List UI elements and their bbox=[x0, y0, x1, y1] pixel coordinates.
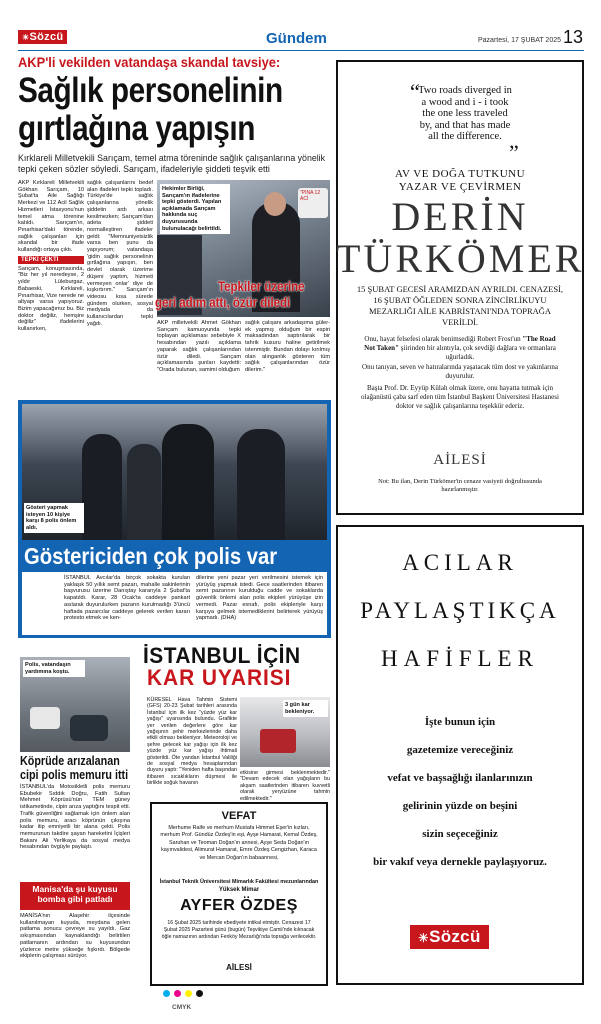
ad-text-2: gazetemize vereceğiniz bbox=[406, 744, 514, 756]
obituary-death: 15 ŞUBAT GECESİ ARAMIZDAN AYRILDI. CENAZESİ, 16 ŞUBAT ÖĞLEDEN SONRA ZİNCİRLİKUYU MEZARLIĞI AİLE KABRİSTANI'NDA TOPRAĞA VERİLDİ. bbox=[356, 284, 564, 327]
lead-column-4: sağlık çalışanı arkadaşıma gülerek yapmış olduğum bir espiri maksadından saptırılarak bir tahrik kusuru haline getirilmek istenmiştir. Bundan dolayı kırılmış olan alınganlık gösteren tüm sağlık çalışanlarından özür dilerim." bbox=[245, 320, 330, 373]
police-officer-1 bbox=[82, 434, 122, 540]
ad-text-3: vefat ve başsağlığı ilanlarınızın bbox=[387, 772, 533, 784]
vefat-job: Yüksek Mimar bbox=[218, 887, 260, 893]
police-motorcycle bbox=[70, 715, 108, 741]
p1-a: Onu, hayat felsefesi olarak benimsediği Robert Frost'un bbox=[364, 335, 521, 343]
protest-column-2: dilerine yeni pazar yeri verilmesini istemek için yürüyüş yapmak istedi. Gece saatlerinden itibaren semt pazarının kurulduğu cadde ve sokaklarda güvenlik önlemi alan polis ekipleri yürüyüşe izin vermedi. Pazar esnafı, polis ekipleriyle karşı karşıya gelmek istemediklerini belirterek yürüyüş yapmadı. (DHA) bbox=[196, 575, 323, 622]
police-officer-3 bbox=[237, 429, 285, 540]
cyan-dot bbox=[163, 990, 170, 997]
police-body: İSTANBUL'da Motosikletli polis memuru Ebubekir Sıddık Doğru, Fatih Sultan Mehmet Köprüsü'nün TEM güney istikametinde, cipin arıza yaptığını tespit etti. Trafik güvenliğini sağlamak için önlem alan polis memuru, aracı köprünün çıkışına kadar itip emniyetli bir alana çekti. Polis memurunun takdire şayan hareketini İçişleri Bakanı Ali Yerlikaya da sosyal medya hesabından övgüyle paylaştı. bbox=[20, 784, 130, 851]
vefat-name: AYFER ÖZDEŞ bbox=[180, 897, 298, 914]
lead-subhead: TEPKİ ÇEKTİ bbox=[18, 256, 84, 264]
obituary-name-1: DERİN bbox=[391, 194, 529, 239]
protest-banner: Göstericiden çok polis var bbox=[24, 543, 278, 569]
cmyk-label: CMYK bbox=[172, 1004, 192, 1011]
protest-photo-caption: Gösteri yapmak isteyen 10 kişiye karşı 8 polis önlem aldı. bbox=[24, 503, 84, 533]
police-headline: Köprüde arızalanan cipi polis memuru itti bbox=[20, 754, 129, 782]
p1-c: şiirinden bir alıntıyla, çok sevdiği dağlara ve ormanlara uğurladık. bbox=[400, 344, 556, 361]
ad-line-1: ACILAR bbox=[402, 550, 518, 575]
poem-title: "The Road Not Taken" bbox=[364, 335, 556, 352]
open-quote-icon: “ bbox=[410, 79, 420, 104]
lead-column-3: AKP milletvekili Ahmet Gökhan Sarıçam kamuoyunda tepki toplayan açıklaması sebebiyle X hesabından yazılı açıklama yaparak sağlık çalışanlarından özür diledi. Sarıçam açıklamasında şunları kaydetti: "Orada bulunan, samimi olduğum bbox=[157, 320, 241, 373]
obituary-note: Not: Bu ilan, Derin Türkömer'in cenaze vasiyeti doğrultusunda hazırlanmıştır. bbox=[378, 478, 542, 493]
ad-text-5: sizin seçeceğiniz bbox=[422, 828, 498, 840]
close-quote-icon: ” bbox=[509, 140, 519, 165]
obituary-name-2: TÜRKÖMER bbox=[336, 236, 585, 281]
obituary-paragraph-3: Başta Prof. Dr. Eyyüp Külah olmak üzere, onu hayatta tutmak için olağanüstü çaba sarf eden tüm İstanbul Başkent Üniversitesi Hastanesi doktor ve sağlık çalışanlarına teşekkür ederiz. bbox=[361, 384, 559, 410]
lead-column-1: AKP Kırklareli Milletvekili Gökhan Sarıçam, 10 Şubat'ta Aile Sağlığı Merkezi ve 112 Acil Sağlık Hizmetleri İstasyonu'nun temel atma törenine katıldı. Sarıçam'ın, Pınarhisar'daki törende, sağlık çalışanları için skandal bir ifade kullandığı ortaya çıktı. TEPKİ ÇEKTİ Sarıçam, konuşmasında, "Biz her yıl neredeyse, 2 yıldır Lüleburgaz, Babaeski, Kırklareli, Pınarhisar, Vize nerede ne altyapı varsa yapıyoruz. Bizim yapacağımız bu. Biz doktor değiliz, hemşire değiliz" ifadelerini kullanırken, bbox=[18, 180, 84, 333]
snow-body-2: etkisine girmesi beklenmektedir." "Devam edecek olan yağışların bu akşam saatlerinden itibaren kuvvetli olarak yeryüzüne tahmin edilmektedir." bbox=[240, 770, 330, 802]
snow-headline-1: İSTANBUL İÇİN bbox=[143, 643, 301, 668]
yellow-dot bbox=[185, 990, 192, 997]
section-title: Gündem bbox=[266, 30, 327, 47]
black-dot bbox=[196, 990, 203, 997]
vefat-school: İstanbul Teknik Üniversitesi Mimarlık Fakültesi mezunlarından bbox=[159, 879, 319, 885]
ad-text-6: bir vakıf veya dernekle paylaşıyoruz. bbox=[373, 856, 547, 868]
vefat-details: 16 Şubat 2025 tarihinde ebediyete intikal etmiştir. Cenazesi 17 Şubat 2025 Pazartesi günü (bugün) Teşvikiye Camii'nde kılınacak öğle namazının ardından Feriköy Mezarlığı'nda toprağa verilecektir. bbox=[161, 920, 317, 940]
snow-body-1: KÜRESEL Hava Tahmin Sistemi (GFS) 20-23 Şubat tarihleri arasında İstanbul için ilk kez "yüzde yüz kar yağışı" uyarısında bulundu. Grafikte yer verilen değerlere göre kar yağışının şehir merkezlerinde daha etkili olması bekleniyor. Meteoroloji ve şehre gelecek kar yağışı için ilk kez yüzde yüz kar yağışı ihtimali gösterildi. Öte yandan İstanbul Valiliği de sosyal medya hesaplarından duyuru yaptı: "Yeniden hafta başından itibaren sıcaklıkların düşmesi ile birlikte soğuk havanın bbox=[147, 697, 237, 787]
ad-logo[interactable]: ☀Sözcü bbox=[410, 925, 489, 949]
police-photo-caption: Polis, vatandaşın yardımına koştu. bbox=[23, 660, 85, 677]
jeep bbox=[30, 707, 60, 729]
page-number: 13 bbox=[563, 27, 584, 47]
lead-overlay-1: Tepkiler üzerine bbox=[218, 278, 305, 294]
lead-kicker: AKP'li vekilden vatandaşa skandal tavsiye: bbox=[18, 54, 281, 70]
photo-sign: "PINA 12 ACİ bbox=[298, 188, 328, 218]
police-officer-4 bbox=[127, 444, 161, 540]
ad-line-2: PAYLAŞTIKÇA bbox=[360, 598, 560, 623]
magenta-dot bbox=[174, 990, 181, 997]
snow-photo-caption: 3 gün kar bekleniyor. bbox=[283, 700, 328, 717]
obituary-paragraph-1 bbox=[360, 335, 560, 362]
brand-logo[interactable]: ☀Sözcü bbox=[18, 30, 67, 44]
protest-column-1: İSTANBUL Avcılar'da birçok sokakta kurulan yaklaşık 50 yıllık semt pazarı, mahalle sakinlerinin başvurusu üzerine Danıştay kararıyla 2 Şubat'ta kapatıldı. Karar, 28 Ocak'ta caddeye pankart asılarak duyurulurken pazarın kurulmadığı 3'üncü haftada pazarcılar caddeye gelerek verilen kararı protesto etmek ve ken- bbox=[64, 575, 190, 622]
manisa-headline: Manisa'da şu kuyusu bomba gibi patladı bbox=[32, 884, 118, 904]
ad-line-3: HAFİFLER bbox=[381, 646, 539, 671]
vefat-sign: AİLESİ bbox=[226, 963, 252, 972]
vefat-title: VEFAT bbox=[221, 810, 257, 822]
lead-deck: Kırklareli Milletvekili Sarıçam, temel atma töreninde sağlık çalışanlarına yönelik tepki çeken sözler söyledi. Sarıçam, ifadeleriyle şiddeti teşvik etti bbox=[18, 153, 326, 174]
tram bbox=[260, 729, 296, 753]
header-rule bbox=[18, 50, 584, 51]
lead-headline-2: gırtlağına yapışın bbox=[18, 109, 256, 148]
lead-photo-caption: Hekimler Birliği, Sarıçam'ın ifadelerine tepki gösterdi. Yapılan açıklamada Sarıçam hakkında suç duyurusunda bulunulacağı belirtildi. bbox=[160, 184, 230, 234]
obituary-paragraph-2: Onu tanıyan, seven ve hatıralarında yaşatacak tüm dost ve yakınlarına duyurulur. bbox=[362, 363, 558, 380]
obituary-sign: AİLESİ bbox=[433, 452, 487, 468]
obituary-quote: Two roads diverged in a wood and i - i took the one less traveled by, and that has made all the difference. bbox=[418, 85, 512, 142]
police-officer-2 bbox=[162, 424, 214, 540]
lead-overlay-2: geri adım attı, özür diledi bbox=[155, 294, 291, 310]
speaker-head bbox=[264, 192, 286, 216]
manisa-body: MANİSA'nın Alaşehir ilçesinde kullanılmayan kuyuda, meydana gelen patlama sonucu çevreye su yayıldı. Gaz sıkışmasından kaynaklandığı belirtilen patlamanın ardından su kuyusundan yüzlerce metre yükseğe fışkırdı. Bölgede ekiplerin çalışması sürüyor. bbox=[20, 913, 130, 960]
snow-headline-2: KAR UYARISI bbox=[147, 665, 292, 690]
obituary-role: AV VE DOĞA TUTKUNU YAZAR VE ÇEVİRMEN bbox=[394, 168, 526, 193]
ad-text-4: gelirinin yüzde on beşini bbox=[402, 800, 518, 812]
issue-date: Pazartesi, 17 ŞUBAT 2025 bbox=[478, 37, 562, 44]
lead-headline-1: Sağlık personelinin bbox=[18, 71, 283, 110]
ad-text-1: İşte bunun için bbox=[424, 716, 496, 728]
vefat-text: Merhume Raife ve merhum Mustafa Himmet Eşer'in kızları, merhum Prof. Gündüz Özdeş'in eşi, Ayşe Hamarat, Kemal Özdeş, Saruhan ve Teoman Doğan'ın annesi, Ayşe Seda Doğan'ın kayınvalidesi, Alimurat Hamarat, Emre Özdeş Cengizhan, Karaca ve Mercan Doğan'ın babaannesi, bbox=[160, 825, 318, 861]
lead-column-2: sağlık çalışanlarını bedef alan ifadeleri tepki topladı. Türkiye'de sağlık çalışanlarına yönelik şiddetin ardı arkası kesilmezken; Sarıçam'dan adeta şiddeti normalleştiren ifadeler geldi: "Memnuniyetsizlik varsa ben şunu da yapıyorum; vatandaşa 'gidin sağlık personelinin gırtlağına yapışın, ben devlet olarak üzerime düşeni yaptım, hizmeti vermeyen onlar' diye de kışkırtırım." Sarıçam'ın videosu kısa sürede gündem olurken, sosyal medyada da kullanıcılardan tepki yağdı. bbox=[87, 180, 153, 327]
